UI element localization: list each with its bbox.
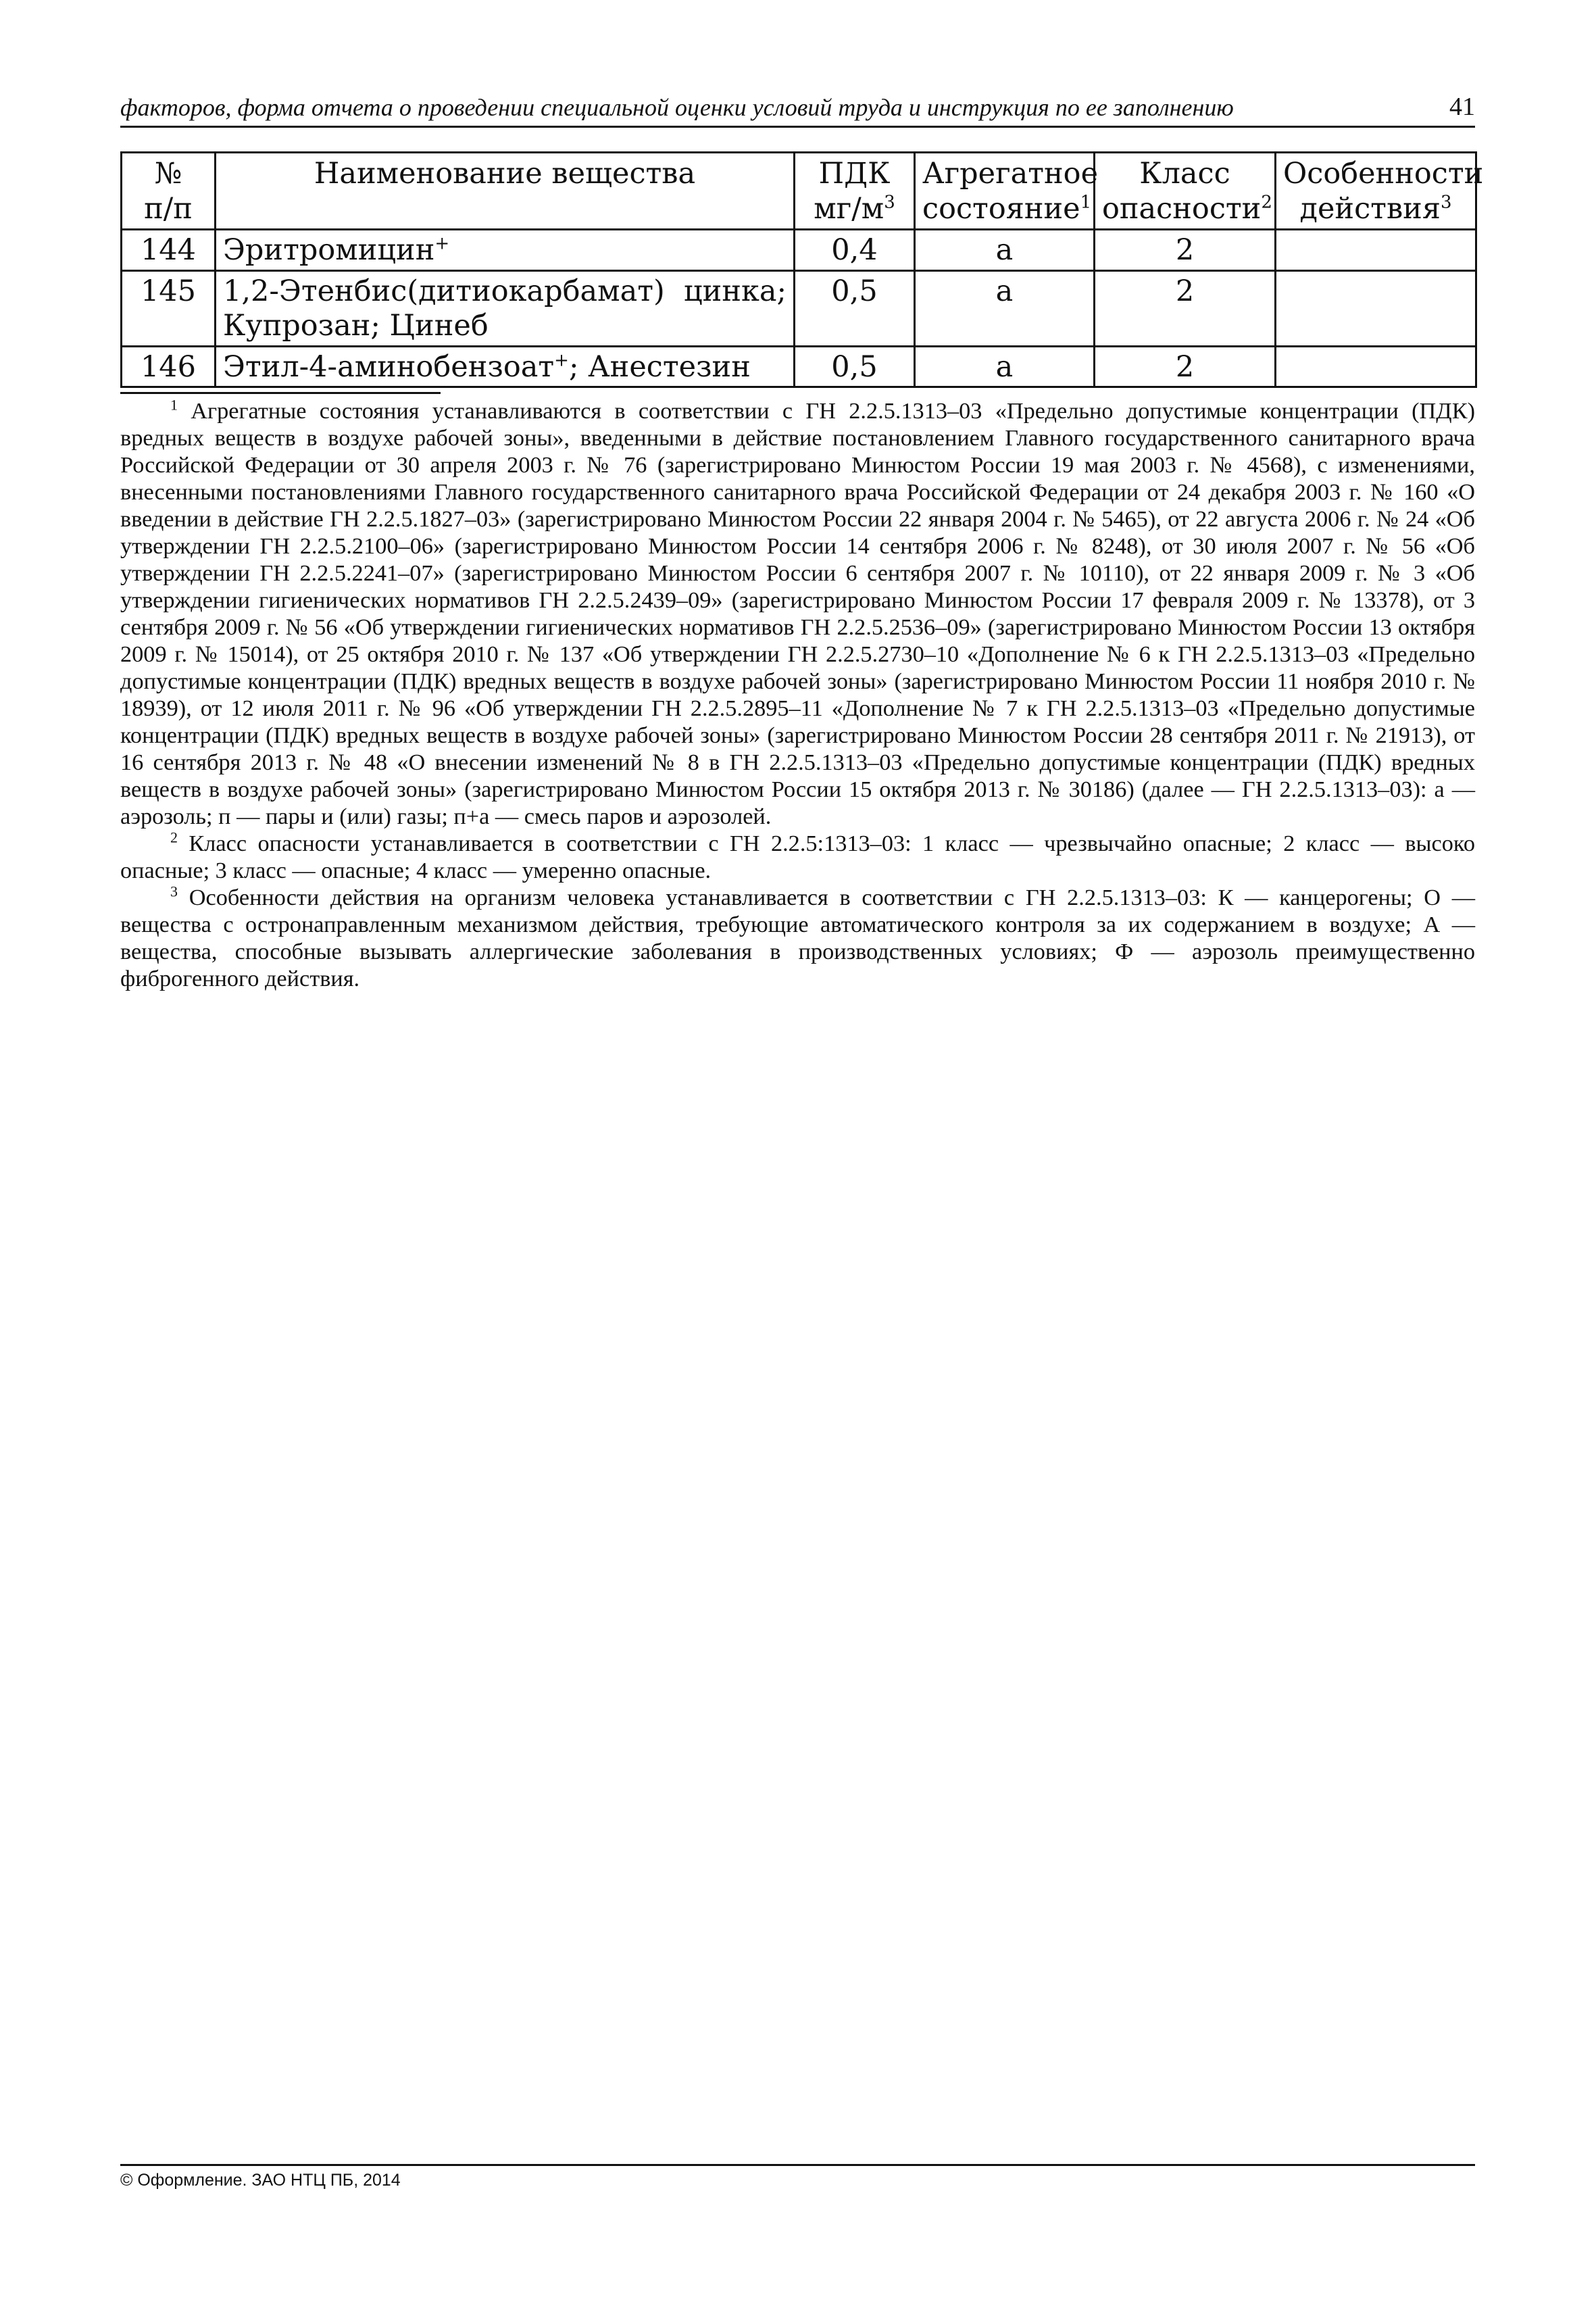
footnote-separator bbox=[120, 392, 441, 394]
copyright-notice: © Оформление. ЗАО НТЦ ПБ, 2014 bbox=[120, 2171, 401, 2190]
footnote bbox=[120, 397, 1475, 830]
hazard-class: 2 bbox=[1095, 229, 1276, 270]
row-number: 144 bbox=[122, 229, 216, 270]
action-features bbox=[1276, 346, 1476, 387]
table-row bbox=[122, 270, 1476, 346]
substance-name: 1,2-Этенбис(дитиокарбамат) цинка; Купрозан; Цинеб bbox=[216, 270, 795, 346]
table-header-row bbox=[122, 153, 1476, 230]
page-number: 41 bbox=[1449, 93, 1475, 121]
table-row bbox=[122, 229, 1476, 270]
footnote-mark: 3 bbox=[170, 883, 178, 900]
substance-name: Эритромицин+ bbox=[216, 229, 795, 270]
substances-table bbox=[120, 151, 1484, 388]
header-substance-name: Наименование вещества bbox=[216, 153, 795, 230]
running-title: факторов, форма отчета о проведении специальной оценки условий труда и инструкция по ее заполнению bbox=[120, 94, 1234, 121]
aggregate-state: а bbox=[915, 229, 1095, 270]
footnotes bbox=[120, 397, 1475, 992]
header-number: № п/п bbox=[122, 153, 216, 230]
footnote-text: Особенности действия на организм человека устанавливается в соответствии с ГН 2.2.5.1313–03: К — канцерогены; О — вещества с остронаправленным механизмом действия, требующие автоматического контроля за их содержанием в воздухе; А — вещества, способные вызывать аллергические заболевания в производственных условиях; Ф — аэрозоль преимущественно фиброгенного действия. bbox=[120, 885, 1476, 991]
action-features bbox=[1276, 270, 1476, 346]
footnote-mark: 1 bbox=[170, 396, 178, 414]
hazard-class: 2 bbox=[1095, 346, 1276, 387]
footer-rule bbox=[120, 2164, 1475, 2166]
header-aggregate-state: Агрегатное состояние$^1$ bbox=[915, 153, 1095, 230]
pdk-value: 0,5 bbox=[795, 346, 915, 387]
header-action-features: Особенности действия$^3$ bbox=[1276, 153, 1476, 230]
header-hazard-class: Класс опасности$^2$ bbox=[1095, 153, 1276, 230]
footnote-text: Агрегатные состояния устанавливаются в соответствии с ГН 2.2.5.1313–03 «Предельно допустимые концентрации (ПДК) вредных веществ в воздухе рабочей зоны», введенными в действие постановлением Главного государственного санитарного врача Российской Федерации от 30 апреля 2003 г. № 76 (зарегистрировано Минюстом России 19 мая 2003 г. № 4568), с изменениями, внесенными постановлениями Главного государственного санитарного врача Российской Федерации от 24 декабря 2003 г. № 160 «О введении в действие ГН 2.2.5.1827–03» (зарегистрировано Минюстом России 22 января 2004 г. № 5465), от 22 августа 2006 г. № 24 «Об утверждении ГН 2.2.5.2100–06» (зарегистрировано Минюстом России 14 сентября 2006 г. № 8248), от 30 июля 2007 г. № 56 «Об утверждении ГН 2.2.5.2241–07» (зарегистрировано Минюстом России 6 сентября 2007 г. № 10110), от 22 января 2009 г. № 3 «Об утверждении гигиенических нормативов ГН 2.2.5.2439–09» (зарегистрировано Минюстом России 17 февраля 2009 г. № 13378), от 3 сентября 2009 г. № 56 «Об утверждении гигиенических нормативов ГН 2.2.5.2536–09» (зарегистрировано Минюстом России 13 октября 2009 г. № 15014), от 25 октября 2010 г. № 137 «Об утверждении ГН 2.2.5.2730–10 «Дополнение № 6 к ГН 2.2.5.1313–03 «Предельно допустимые концентрации (ПДК) вредных веществ в воздухе рабочей зоны» (зарегистрировано Минюстом России 11 ноября 2010 г. № 18939), от 12 июля 2011 г. № 96 «Об утверждении ГН 2.2.5.2895–11 «Дополнение № 7 к ГН 2.2.5.1313–03 «Предельно допустимые концентрации (ПДК) вредных веществ в воздухе рабочей зоны» (зарегистрировано Минюстом России 28 сентября 2011 г. № 21913), от 16 сентября 2013 г. № 48 «О внесении изменений № 8 в ГН 2.2.5.1313–03 «Предельно допустимые концентрации (ПДК) вредных веществ в воздухе рабочей зоны» (зарегистрировано Минюстом России 15 октября 2013 г. № 30186) (далее — ГН 2.2.5.1313–03): а — аэрозоль; п — пары и (или) газы; п+а — смесь паров и аэрозолей. bbox=[120, 398, 1476, 829]
aggregate-state: а bbox=[915, 346, 1095, 387]
row-number: 146 bbox=[122, 346, 216, 387]
header-pdk: ПДК $мг/м^3$ bbox=[795, 153, 915, 230]
row-number: 145 bbox=[122, 270, 216, 346]
table-row bbox=[122, 346, 1476, 387]
pdk-value: 0,4 bbox=[795, 229, 915, 270]
footnote bbox=[120, 884, 1475, 992]
hazard-class: 2 bbox=[1095, 270, 1276, 346]
running-header bbox=[120, 87, 1475, 128]
footnote-text: Класс опасности устанавливается в соответствии с ГН 2.2.5:1313–03: 1 класс — чрезвычайно опасные; 2 класс — высоко опасные; 3 класс — опасные; 4 класс — умеренно опасные. bbox=[120, 831, 1475, 883]
action-features bbox=[1276, 229, 1476, 270]
footnote bbox=[120, 830, 1475, 884]
footnote-mark: 2 bbox=[170, 829, 178, 846]
aggregate-state: а bbox=[915, 270, 1095, 346]
substance-name: Этил-4-аминобензоат+; Анестезин bbox=[216, 346, 795, 387]
pdk-value: 0,5 bbox=[795, 270, 915, 346]
